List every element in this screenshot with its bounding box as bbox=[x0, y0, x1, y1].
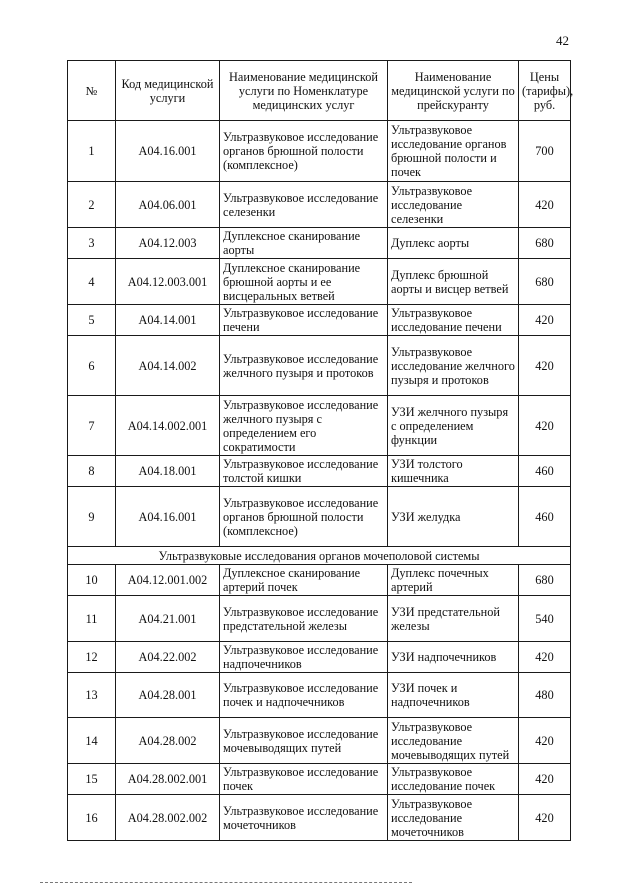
page-number: 42 bbox=[556, 33, 569, 48]
table-row bbox=[68, 182, 571, 228]
row-number: 5 bbox=[68, 305, 116, 336]
header-price: Цены (тарифы), руб. bbox=[519, 61, 571, 121]
service-code: A04.14.001 bbox=[116, 305, 220, 336]
row-number: 15 bbox=[68, 764, 116, 795]
service-name-nomenclature: Дуплексное сканирование артерий почек bbox=[220, 565, 388, 596]
service-price: 420 bbox=[519, 642, 571, 673]
service-name-pricelist: УЗИ толстого кишечника bbox=[388, 456, 519, 487]
service-code: A04.28.002.001 bbox=[116, 764, 220, 795]
service-price: 420 bbox=[519, 336, 571, 396]
service-price: 420 bbox=[519, 764, 571, 795]
header-code: Код медицинской услуги bbox=[116, 61, 220, 121]
row-number: 7 bbox=[68, 396, 116, 456]
service-code: A04.12.003 bbox=[116, 228, 220, 259]
service-name-nomenclature: Ультразвуковое исследование почек и надпочечников bbox=[220, 673, 388, 718]
row-number: 8 bbox=[68, 456, 116, 487]
service-code: A04.12.001.002 bbox=[116, 565, 220, 596]
service-name-pricelist: УЗИ желудка bbox=[388, 487, 519, 547]
service-name-nomenclature: Ультразвуковое исследование предстательной железы bbox=[220, 596, 388, 642]
service-price: 700 bbox=[519, 121, 571, 182]
service-name-pricelist: Дуплекс почечных артерий bbox=[388, 565, 519, 596]
service-name-nomenclature: Ультразвуковое исследование печени bbox=[220, 305, 388, 336]
service-code: A04.28.001 bbox=[116, 673, 220, 718]
service-price: 460 bbox=[519, 487, 571, 547]
service-name-pricelist: УЗИ почек и надпочечников bbox=[388, 673, 519, 718]
service-price: 680 bbox=[519, 228, 571, 259]
table-row bbox=[68, 259, 571, 305]
service-name-nomenclature: Ультразвуковое исследование органов брюшной полости (комплексное) bbox=[220, 121, 388, 182]
row-number: 16 bbox=[68, 795, 116, 841]
table-row bbox=[68, 305, 571, 336]
table-row bbox=[68, 336, 571, 396]
service-code: A04.14.002 bbox=[116, 336, 220, 396]
service-price: 420 bbox=[519, 182, 571, 228]
service-name-pricelist: УЗИ желчного пузыря с определением функции bbox=[388, 396, 519, 456]
table-row bbox=[68, 487, 571, 547]
service-name-pricelist: Ультразвуковое исследование органов брюшной полости и почек bbox=[388, 121, 519, 182]
service-code: A04.21.001 bbox=[116, 596, 220, 642]
service-code: A04.16.001 bbox=[116, 487, 220, 547]
row-number: 4 bbox=[68, 259, 116, 305]
service-price: 420 bbox=[519, 305, 571, 336]
row-number: 2 bbox=[68, 182, 116, 228]
service-name-pricelist: Ультразвуковое исследование почек bbox=[388, 764, 519, 795]
service-code: A04.28.002 bbox=[116, 718, 220, 764]
service-code: A04.28.002.002 bbox=[116, 795, 220, 841]
service-name-pricelist: Ультразвуковое исследование желчного пузыря и протоков bbox=[388, 336, 519, 396]
row-number: 10 bbox=[68, 565, 116, 596]
service-code: A04.12.003.001 bbox=[116, 259, 220, 305]
row-number: 3 bbox=[68, 228, 116, 259]
table-row bbox=[68, 596, 571, 642]
service-price: 420 bbox=[519, 795, 571, 841]
table-row bbox=[68, 121, 571, 182]
table-row bbox=[68, 228, 571, 259]
service-code: A04.16.001 bbox=[116, 121, 220, 182]
footer-divider bbox=[40, 882, 412, 883]
service-name-pricelist: Ультразвуковое исследование мочевыводящих путей bbox=[388, 718, 519, 764]
table-row bbox=[68, 718, 571, 764]
row-number: 12 bbox=[68, 642, 116, 673]
header-name-pricelist: Наименование медицинской услуги по прейскуранту bbox=[388, 61, 519, 121]
service-price: 420 bbox=[519, 718, 571, 764]
service-name-nomenclature: Ультразвуковое исследование мочеточников bbox=[220, 795, 388, 841]
section-header-row bbox=[68, 547, 571, 565]
header-num: № bbox=[68, 61, 116, 121]
table-header-row bbox=[68, 61, 571, 121]
header-name-nomenclature: Наименование медицинской услуги по Номенклатуре медицинских услуг bbox=[220, 61, 388, 121]
service-name-nomenclature: Ультразвуковое исследование селезенки bbox=[220, 182, 388, 228]
row-number: 11 bbox=[68, 596, 116, 642]
service-name-pricelist: Ультразвуковое исследование селезенки bbox=[388, 182, 519, 228]
service-code: A04.14.002.001 bbox=[116, 396, 220, 456]
service-code: A04.22.002 bbox=[116, 642, 220, 673]
service-name-nomenclature: Ультразвуковое исследование почек bbox=[220, 764, 388, 795]
service-price: 680 bbox=[519, 565, 571, 596]
service-price: 480 bbox=[519, 673, 571, 718]
section-title: Ультразвуковые исследования органов мочеполовой системы bbox=[68, 547, 571, 565]
table-row bbox=[68, 795, 571, 841]
service-name-pricelist: Ультразвуковое исследование мочеточников bbox=[388, 795, 519, 841]
service-price: 420 bbox=[519, 396, 571, 456]
service-price: 540 bbox=[519, 596, 571, 642]
service-name-nomenclature: Ультразвуковое исследование толстой кишки bbox=[220, 456, 388, 487]
service-name-pricelist: УЗИ надпочечников bbox=[388, 642, 519, 673]
service-code: A04.06.001 bbox=[116, 182, 220, 228]
table-row bbox=[68, 764, 571, 795]
row-number: 1 bbox=[68, 121, 116, 182]
service-name-nomenclature: Ультразвуковое исследование желчного пузыря и протоков bbox=[220, 336, 388, 396]
services-price-table bbox=[67, 60, 574, 841]
row-number: 13 bbox=[68, 673, 116, 718]
service-name-nomenclature: Ультразвуковое исследование мочевыводящих путей bbox=[220, 718, 388, 764]
row-number: 14 bbox=[68, 718, 116, 764]
service-name-pricelist: Ультразвуковое исследование печени bbox=[388, 305, 519, 336]
table-row bbox=[68, 456, 571, 487]
table-body bbox=[68, 121, 571, 841]
table-row bbox=[68, 565, 571, 596]
service-code: A04.18.001 bbox=[116, 456, 220, 487]
service-name-nomenclature: Дуплексное сканирование брюшной аорты и ее висцеральных ветвей bbox=[220, 259, 388, 305]
service-name-nomenclature: Дуплексное сканирование аорты bbox=[220, 228, 388, 259]
row-number: 6 bbox=[68, 336, 116, 396]
service-price: 460 bbox=[519, 456, 571, 487]
service-name-nomenclature: Ультразвуковое исследование желчного пузыря с определением его сократимости bbox=[220, 396, 388, 456]
table-row bbox=[68, 673, 571, 718]
service-name-nomenclature: Ультразвуковое исследование органов брюшной полости (комплексное) bbox=[220, 487, 388, 547]
service-name-nomenclature: Ультразвуковое исследование надпочечников bbox=[220, 642, 388, 673]
service-price: 680 bbox=[519, 259, 571, 305]
table-row bbox=[68, 396, 571, 456]
service-name-pricelist: УЗИ предстательной железы bbox=[388, 596, 519, 642]
row-number: 9 bbox=[68, 487, 116, 547]
service-name-pricelist: Дуплекс аорты bbox=[388, 228, 519, 259]
service-name-pricelist: Дуплекс брюшной аорты и висцер ветвей bbox=[388, 259, 519, 305]
table-row bbox=[68, 642, 571, 673]
